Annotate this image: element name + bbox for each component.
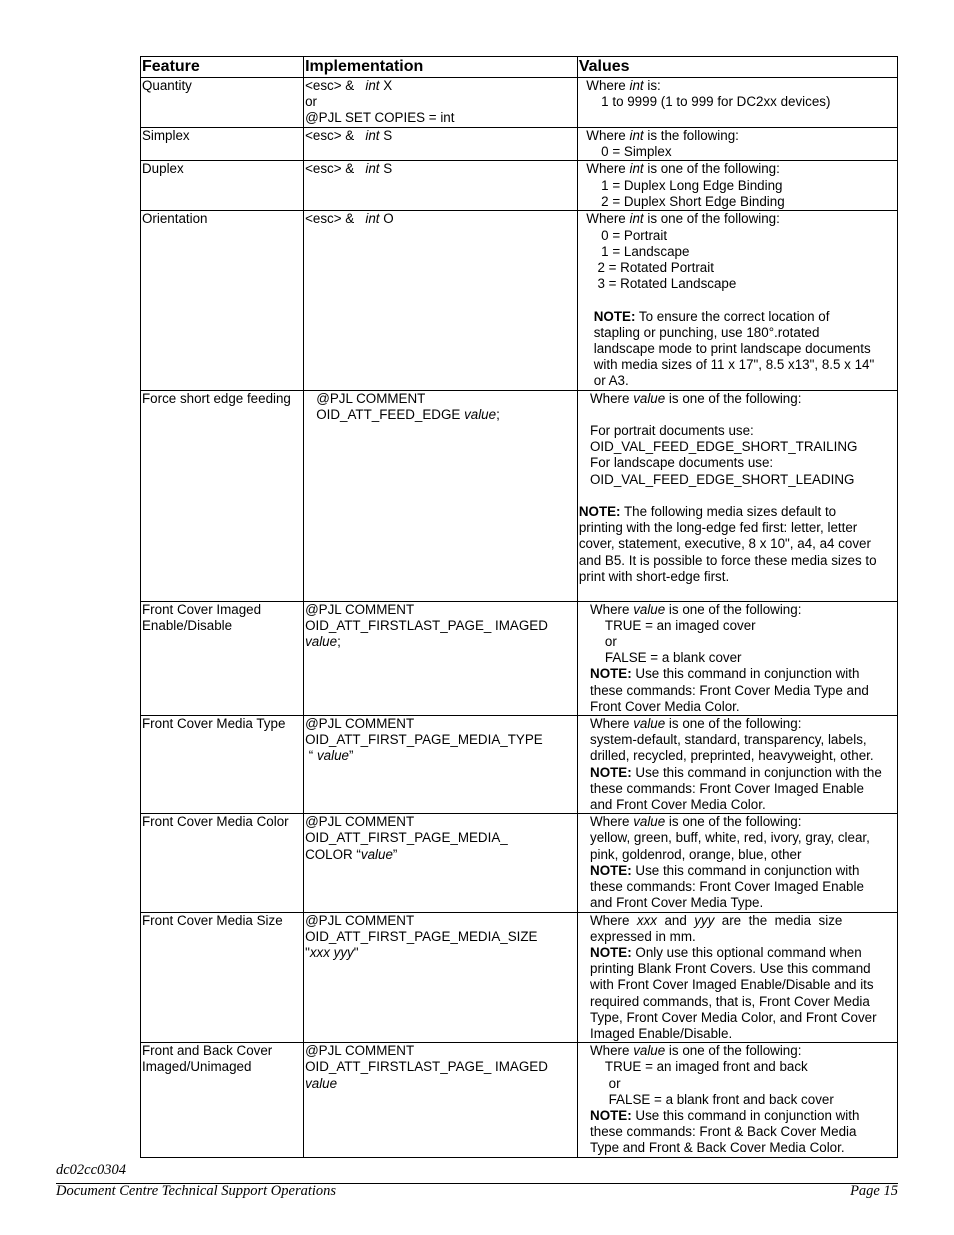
values-text: printing Blank Front Covers. Use this command (578, 961, 871, 977)
values-text: landscape mode to print landscape documents (578, 341, 871, 357)
values-cell (577, 128, 897, 161)
implementation-cell (304, 211, 578, 390)
values-text: with Front Cover Imaged Enable/Disable and its (578, 977, 874, 993)
values-text: NOTE: To ensure the correct location of (593, 308, 830, 324)
values-text: 1 = Landscape (578, 243, 690, 259)
table-row (141, 814, 898, 912)
values-text: Where int is one of the following: (578, 161, 780, 177)
values-text: or (578, 634, 617, 650)
values-text: pink, goldenrod, orange, blue, other (578, 846, 802, 862)
values-text: and Front Cover Media Color. (578, 797, 766, 813)
values-text: required commands, that is, Front Cover Media (578, 993, 870, 1009)
header-row (141, 57, 898, 78)
values-text (579, 407, 896, 423)
values-text: cover, statement, executive, 8 x 10", a4, a4 cover (578, 536, 871, 552)
implementation-text: OID_ATT_FIRSTLAST_PAGE_ IMAGED (305, 617, 548, 633)
spec-table (140, 56, 898, 1158)
feature-cell (141, 128, 304, 161)
implementation-text: <esc> & int S (305, 128, 393, 143)
table-row (141, 1043, 898, 1157)
implementation-text: @PJL SET COPIES = int (305, 110, 455, 126)
values-text: Where int is the following: (578, 128, 739, 143)
values-text: 0 = Simplex (578, 144, 672, 160)
implementation-cell (304, 78, 578, 128)
values-text: Where value is one of the following: (578, 716, 802, 732)
values-text: 0 = Portrait (578, 227, 668, 243)
values-text: Front Cover Media Color. (578, 698, 740, 714)
values-text: OID_VAL_FEED_EDGE_SHORT_LEADING (578, 471, 855, 487)
values-text: NOTE: Only use this optional command when (590, 944, 862, 960)
values-text: expressed in mm. (578, 928, 696, 944)
feature-cell (141, 211, 304, 390)
values-cell (577, 716, 897, 814)
values-text: NOTE: Use this command in conjunction with (590, 666, 860, 682)
feature-text: Force short edge feeding (142, 390, 291, 406)
values-text: NOTE: Use this command in conjunction with (590, 862, 860, 878)
feature-cell (141, 390, 304, 601)
implementation-text: "xxx yyy" (305, 944, 359, 960)
feature-text: Orientation (142, 211, 208, 227)
values-text: NOTE: Use this command in conjunction with the (590, 764, 882, 780)
values-text: these commands: Front Cover Imaged Enable (578, 879, 864, 895)
implementation-cell (304, 814, 578, 912)
feature-text: Imaged/Unimaged (142, 1059, 252, 1075)
header-values: Values (577, 57, 897, 78)
header-implementation: Implementation (304, 57, 578, 78)
values-text: these commands: Front Cover Imaged Enable (578, 780, 864, 796)
feature-text: Front Cover Media Color (142, 814, 289, 830)
values-text: or (578, 1075, 621, 1091)
implementation-cell (304, 716, 578, 814)
table-row (141, 716, 898, 814)
implementation-cell (304, 1043, 578, 1157)
implementation-text: @PJL COMMENT (305, 716, 415, 732)
values-text: and Front Cover Media Type. (578, 895, 764, 911)
implementation-text: “ value” (305, 748, 354, 764)
table-row (141, 78, 898, 128)
values-text: FALSE = a blank cover (578, 650, 742, 666)
values-text: with media sizes of 11 x 17", 8.5 x13", 8.5 x 14" (578, 357, 875, 373)
document-id: dc02cc0304 (56, 1162, 127, 1178)
implementation-cell (304, 601, 578, 715)
values-cell (577, 601, 897, 715)
header-feature: Feature (141, 57, 304, 78)
page-number: Page 15 (850, 1183, 898, 1199)
feature-cell (141, 716, 304, 814)
feature-text: Front Cover Media Type (142, 716, 286, 732)
implementation-text: OID_ATT_FIRST_PAGE_MEDIA_TYPE (305, 732, 543, 748)
feature-text: Duplex (142, 161, 184, 177)
implementation-text: @PJL COMMENT (305, 912, 415, 928)
values-text: Where int is one of the following: (578, 211, 780, 227)
implementation-text: COLOR “value” (305, 846, 398, 862)
feature-cell (141, 161, 304, 211)
implementation-text: @PJL COMMENT (305, 814, 415, 830)
values-text: Where value is one of the following: (578, 390, 802, 406)
values-text: NOTE: Use this command in conjunction with (590, 1107, 860, 1123)
footer-left: Document Centre Technical Support Operations (56, 1183, 337, 1199)
values-text: 1 = Duplex Long Edge Binding (578, 177, 783, 193)
values-text: Imaged Enable/Disable. (578, 1025, 733, 1041)
implementation-text: @PJL COMMENT (305, 601, 415, 617)
values-text: yellow, green, buff, white, red, ivory, gray, clear, (578, 830, 870, 846)
feature-cell (141, 78, 304, 128)
feature-cell (141, 1043, 304, 1157)
values-text: 2 = Duplex Short Edge Binding (578, 193, 785, 209)
implementation-cell (304, 390, 578, 601)
values-text: Type, Front Cover Media Color, and Front Cover (578, 1009, 877, 1025)
implementation-text: OID_ATT_FIRST_PAGE_MEDIA_ (305, 830, 508, 846)
values-text: TRUE = an imaged cover (578, 617, 756, 633)
values-text: printing with the long-edge fed first: letter, letter (578, 520, 858, 536)
feature-text: Enable/Disable (142, 617, 233, 633)
table-body (141, 78, 898, 1158)
implementation-cell (304, 161, 578, 211)
values-text: these commands: Front & Back Cover Media (578, 1124, 857, 1140)
feature-cell (141, 912, 304, 1043)
values-text (579, 488, 896, 504)
values-text: 3 = Rotated Landscape (578, 276, 737, 292)
implementation-text: OID_ATT_FEED_EDGE value; (305, 406, 500, 422)
feature-text: Quantity (142, 78, 192, 93)
values-text: print with short-edge first. (578, 568, 730, 584)
feature-text: Simplex (142, 128, 190, 143)
values-text: and B5. It is possible to force these media sizes to (578, 552, 877, 568)
feature-cell (141, 814, 304, 912)
values-text: TRUE = an imaged front and back (578, 1059, 808, 1075)
values-cell (577, 211, 897, 390)
values-cell (577, 78, 897, 128)
values-text: For portrait documents use: (578, 423, 754, 439)
implementation-text: @PJL COMMENT (305, 390, 426, 406)
table-row (141, 161, 898, 211)
feature-text: Front Cover Imaged (142, 601, 262, 617)
values-text: these commands: Front Cover Media Type and (578, 682, 869, 698)
values-text: Where value is one of the following: (578, 601, 802, 617)
implementation-text: value; (305, 634, 341, 650)
values-cell (577, 912, 897, 1043)
values-text: Where int is: (578, 78, 661, 93)
values-text: For landscape documents use: (578, 455, 774, 471)
implementation-text: OID_ATT_FIRST_PAGE_MEDIA_SIZE (305, 928, 538, 944)
values-text: Where value is one of the following: (578, 814, 802, 830)
feature-cell (141, 601, 304, 715)
table-row (141, 390, 898, 601)
feature-text: Front and Back Cover (142, 1043, 273, 1059)
values-text: 1 to 9999 (1 to 999 for DC2xx devices) (578, 94, 831, 110)
implementation-text: <esc> & int O (305, 211, 394, 227)
feature-text: Front Cover Media Size (142, 912, 283, 928)
table-row (141, 211, 898, 390)
values-text: stapling or punching, use 180°.rotated (578, 324, 820, 340)
values-cell (577, 814, 897, 912)
values-text: drilled, recycled, preprinted, heavyweight, other. (578, 748, 874, 764)
values-text: OID_VAL_FEED_EDGE_SHORT_TRAILING (578, 439, 858, 455)
table-row (141, 601, 898, 715)
implementation-text: value (305, 1075, 338, 1091)
values-text (579, 292, 896, 308)
implementation-cell (304, 912, 578, 1043)
implementation-text: or (305, 94, 317, 110)
implementation-text: <esc> & int S (305, 161, 393, 177)
values-text: 2 = Rotated Portrait (578, 260, 714, 276)
values-text: Where value is one of the following: (578, 1043, 802, 1059)
values-text: system-default, standard, transparency, labels, (578, 732, 867, 748)
values-text: Where xxx and yyy are the media size (578, 912, 843, 928)
implementation-cell (304, 128, 578, 161)
implementation-text: @PJL COMMENT (305, 1043, 415, 1059)
values-cell (577, 161, 897, 211)
implementation-text: <esc> & int X (305, 78, 393, 93)
implementation-text: OID_ATT_FIRSTLAST_PAGE_ IMAGED (305, 1059, 548, 1075)
values-text: Type and Front & Back Cover Media Color. (578, 1140, 845, 1156)
values-cell (577, 390, 897, 601)
values-text: or A3. (578, 373, 629, 389)
values-cell (577, 1043, 897, 1157)
values-text: NOTE: The following media sizes default to (578, 504, 837, 520)
values-text: FALSE = a blank front and back cover (578, 1091, 834, 1107)
table-row (141, 128, 898, 161)
table-row (141, 912, 898, 1043)
